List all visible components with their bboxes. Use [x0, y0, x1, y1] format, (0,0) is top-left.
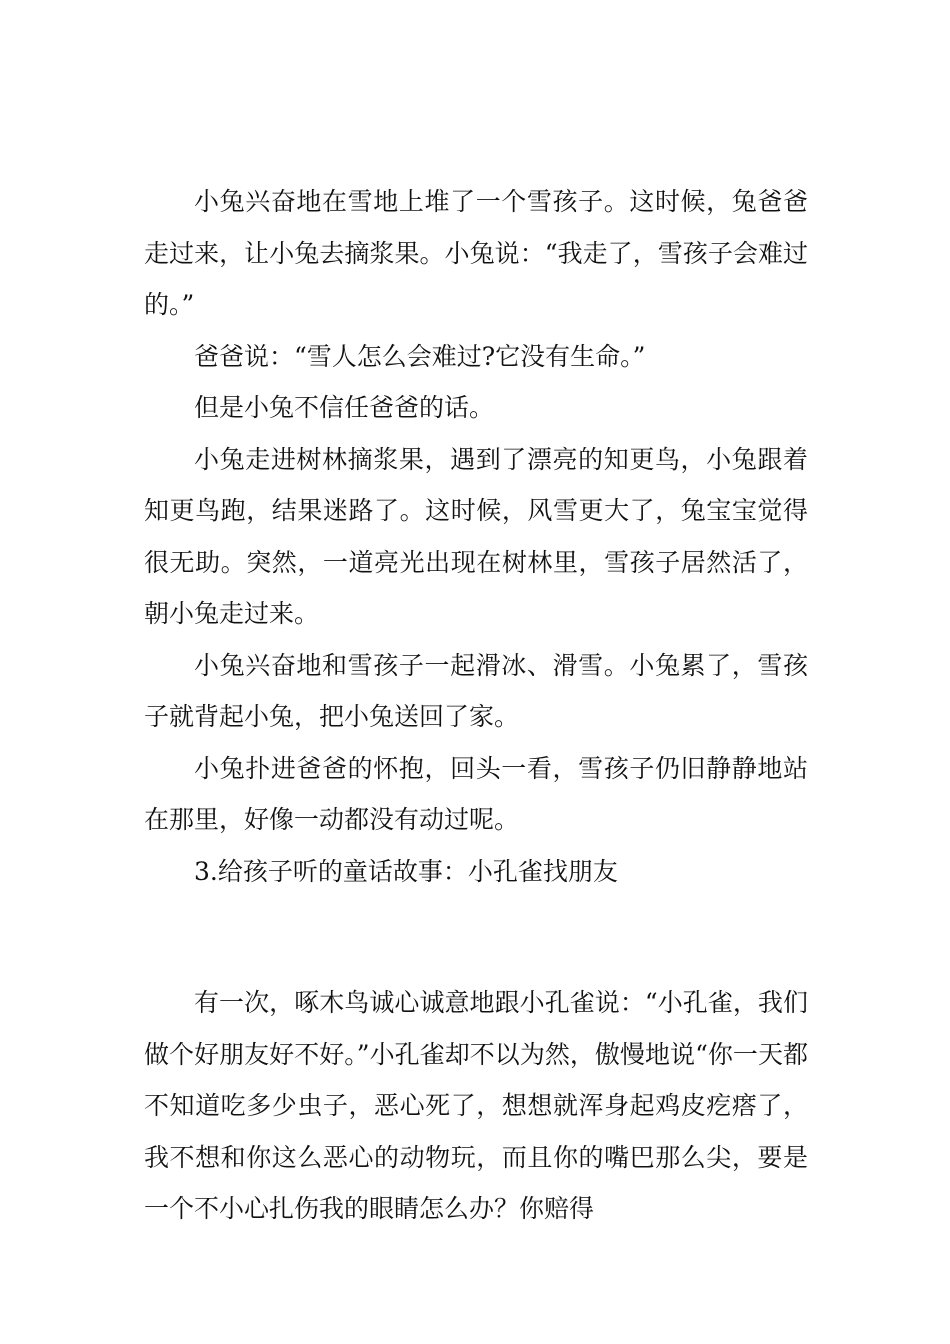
paragraph: 小兔走进树林摘浆果，遇到了漂亮的知更鸟，小兔跟着知更鸟跑，结果迷路了。这时候，风雪更大了，兔宝宝觉得很无助。突然，一道亮光出现在树林里，雪孩子居然活了，朝小兔走过来。 — [144, 444, 808, 628]
paragraph: 小兔兴奋地在雪地上堆了一个雪孩子。这时候，兔爸爸走过来，让小兔去摘浆果。小兔说：“我走了，雪孩子会难过的。” — [144, 187, 808, 319]
paragraph: 有一次，啄木鸟诚心诚意地跟小孔雀说：“小孔雀，我们做个好朋友好不好。”小孔雀却不以为然，傲慢地说“你一天都不知道吃多少虫子，恶心死了，想想就浑身起鸡皮疙瘩了，我不想和你这么恶心的动物玩，而且你的嘴巴那么尖，要是一个不小心扎伤我的眼睛怎么办？你赔得 — [144, 988, 808, 1223]
paragraph: 小兔兴奋地和雪孩子一起滑冰、滑雪。小兔累了，雪孩子就背起小兔，把小兔送回了家。 — [144, 650, 808, 731]
paragraph: 但是小兔不信任爸爸的话。 — [194, 393, 495, 422]
story-section-peacock — [144, 977, 808, 1235]
paragraph: 爸爸说：“雪人怎么会难过?它没有生命。” — [194, 341, 646, 371]
section-heading: 3.给孩子听的童话故事：小孔雀找朋友 — [194, 856, 618, 886]
story-section-snow-child — [144, 176, 808, 897]
paragraph: 小兔扑进爸爸的怀抱，回头一看，雪孩子仍旧静静地站在那里，好像一动都没有动过呢。 — [144, 753, 808, 834]
